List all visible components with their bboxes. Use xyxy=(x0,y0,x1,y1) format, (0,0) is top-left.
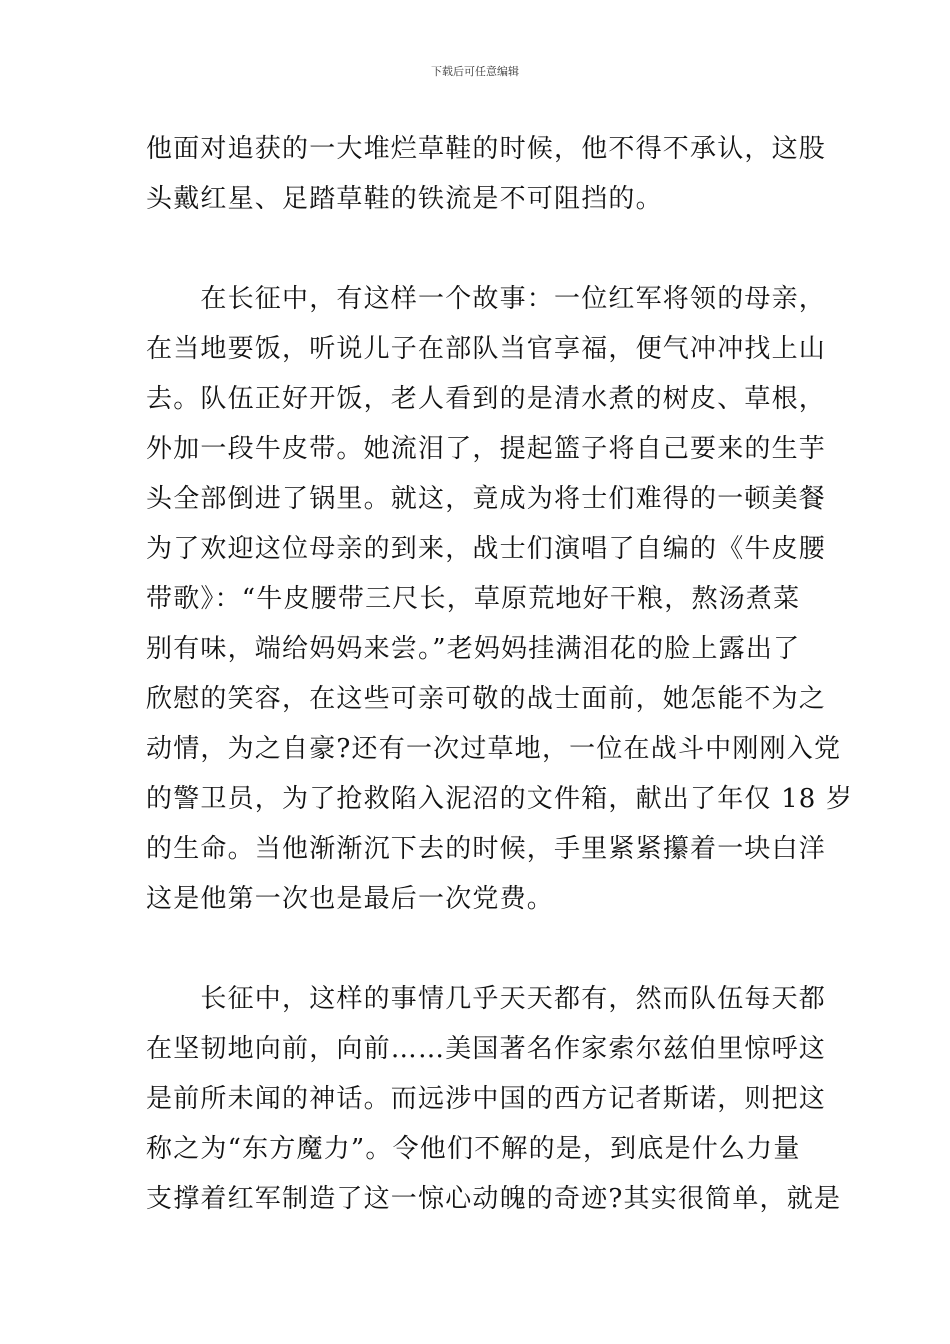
text-line: 欣慰的笑容，在这些可亲可敬的战士面前，她怎能不为之 xyxy=(146,684,827,714)
text-line: 头全部倒进了锅里。就这，竟成为将士们难得的一顿美餐 xyxy=(146,484,827,514)
text-line: 在坚韧地向前，向前……美国著名作家索尔兹伯里惊呼这 xyxy=(146,1034,827,1064)
text-line: 为了欢迎这位母亲的到来，战士们演唱了自编的《牛皮腰 xyxy=(146,534,827,564)
text-line: 动情，为之自豪?还有一次过草地，一位在战斗中刚刚入党 xyxy=(146,734,842,764)
text-line: 长征中，这样的事情几乎天天都有，然而队伍每天都 xyxy=(146,984,827,1014)
text-line: 这是他第一次也是最后一次党费。 xyxy=(146,884,555,914)
text-line: 称之为“东方魔力”。令他们不解的是，到底是什么力量 xyxy=(146,1134,801,1164)
text-line: 带歌》：“牛皮腰带三尺长，草原荒地好干粮，熬汤煮菜 xyxy=(146,584,801,614)
text-line: 他面对追获的一大堆烂草鞋的时候，他不得不承认，这股 xyxy=(146,134,827,164)
text-line: 在长征中，有这样一个故事：一位红军将领的母亲， xyxy=(146,284,827,314)
text-line: 去。队伍正好开饭，老人看到的是清水煮的树皮、草根， xyxy=(146,384,827,414)
text-line: 的生命。当他渐渐沉下去的时候，手里紧紧攥着一块白洋 xyxy=(146,834,827,864)
text-line: 支撑着红军制造了这一惊心动魄的奇迹?其实很简单，就是 xyxy=(146,1184,842,1214)
text-line: 在当地要饭，听说儿子在部队当官享福，便气冲冲找上山 xyxy=(146,334,827,364)
text-line: 头戴红星、足踏草鞋的铁流是不可阻挡的。 xyxy=(146,184,663,214)
text-line: 的警卫员，为了抢救陷入泥沼的文件箱，献出了年仅 18 岁 xyxy=(146,784,854,814)
text-line: 别有味，端给妈妈来尝。”老妈妈挂满泪花的脸上露出了 xyxy=(146,634,801,664)
text-line: 外加一段牛皮带。她流泪了，提起篮子将自己要来的生芋 xyxy=(146,434,827,464)
page-header: 下载后可任意编辑 xyxy=(431,65,519,78)
text-line: 是前所未闻的神话。而远涉中国的西方记者斯诺，则把这 xyxy=(146,1084,827,1114)
